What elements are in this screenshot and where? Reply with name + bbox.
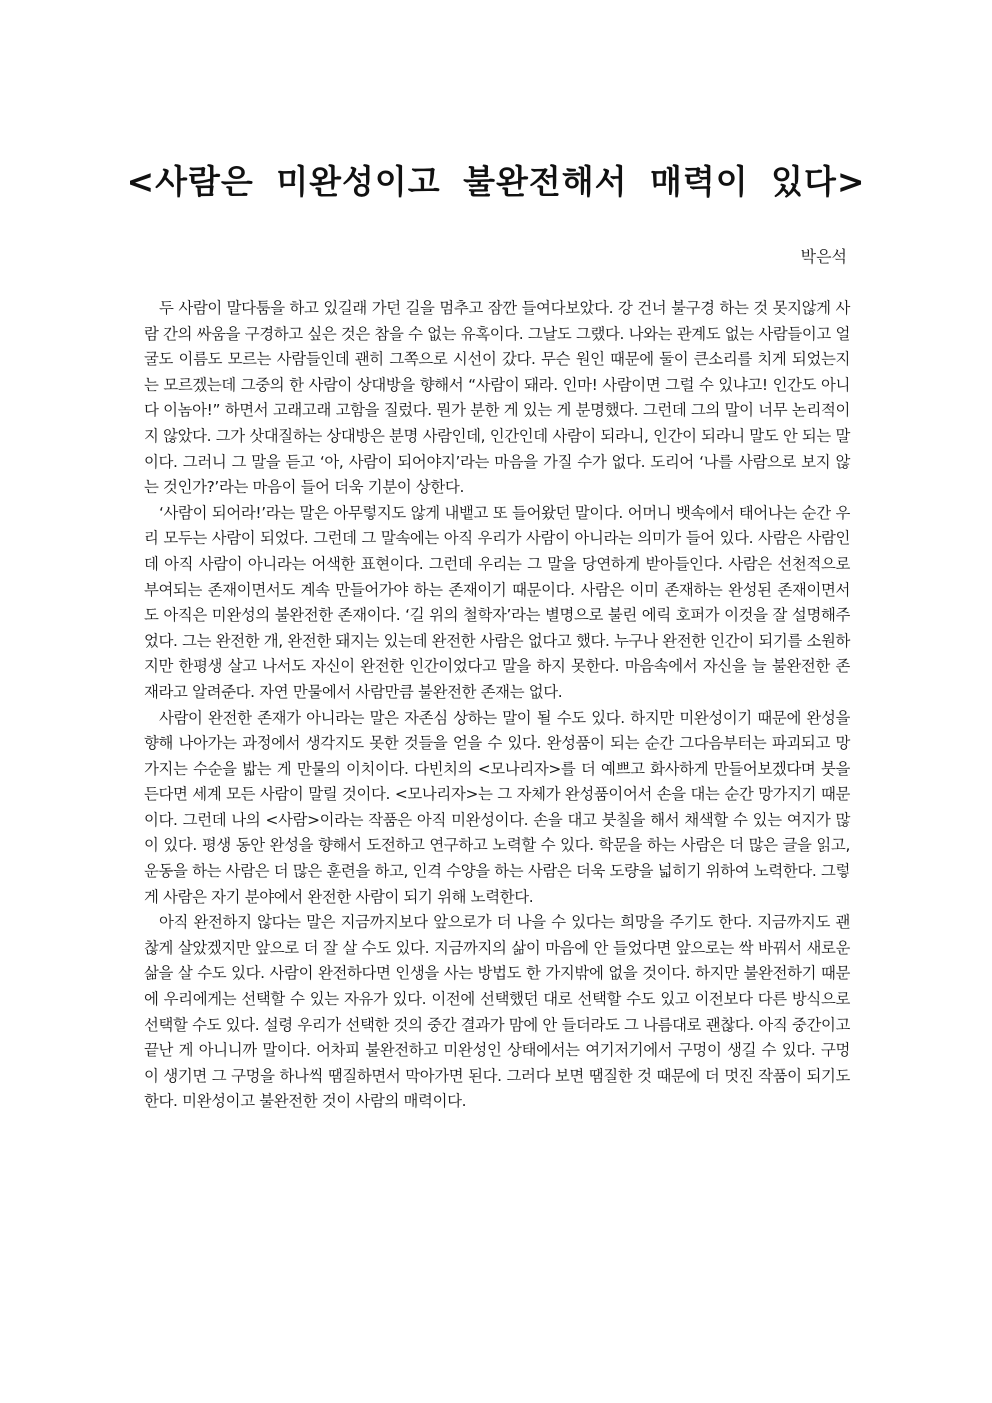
essay-body: [144, 296, 850, 1115]
page-title: <사람은 미완성이고 불완전해서 매력이 있다>: [126, 162, 866, 201]
author-name: 박은석: [800, 247, 847, 266]
paragraph: 두 사람이 말다툼을 하고 있길래 가던 길을 멈추고 잠깐 들여다보았다. 강 건너 불구경 하는 것 못지않게 사람 간의 싸움을 구경하고 싶은 것은 참을 수 없는 유혹이다. 그날도 그랬다. 나와는 관계도 없는 사람들이고 얼굴도 이름도 모르는 사람들인데 괜히 그쪽으로 시선이 갔다. 무슨 원인 때문에 둘이 큰소리를 치게 되었는지는 모르겠는데 그중의 한 사람이 상대방을 향해서 “사람이 돼라. 인마! 사람이면 그럴 수 있냐고! 인간도 아니다 이놈아!” 하면서 고래고래 고함을 질렀다. 뭔가 분한 게 있는 게 분명했다. 그런데 그의 말이 너무 논리적이지 않았다. 그가 삿대질하는 상대방은 분명 사람인데, 인간인데 사람이 되라니, 인간이 되라니 말도 안 되는 말이다. 그러니 그 말을 듣고 ‘아, 사람이 되어야지’라는 마음을 가질 수가 없다. 도리어 ‘나를 사람으로 보지 않는 것인가?’라는 마음이 들어 더욱 기분이 상한다.: [144, 299, 851, 497]
paragraph: 사람이 완전한 존재가 아니라는 말은 자존심 상하는 말이 될 수도 있다. 하지만 미완성이기 때문에 완성을 향해 나아가는 과정에서 생각지도 못한 것들을 얻을 수 있다. 완성품이 되는 순간 그다음부터는 파괴되고 망가지는 수순을 밟는 게 만물의 이치이다. 다빈치의 <모나리자>를 더 예쁘고 화사하게 만들어보겠다며 붓을 든다면 세계 모든 사람이 말릴 것이다. <모나리자>는 그 자체가 완성품이어서 손을 대는 순간 망가지기 때문이다. 그런데 나의 <사람>이라는 작품은 아직 미완성이다. 손을 대고 붓칠을 해서 채색할 수 있는 여지가 많이 있다. 평생 동안 완성을 향해서 도전하고 연구하고 노력할 수 있다. 학문을 하는 사람은 더 많은 글을 읽고, 운동을 하는 사람은 더 많은 훈련을 하고, 인격 수양을 하는 사람은 더욱 도량을 넓히기 위하여 노력한다. 그렇게 사람은 자기 분야에서 완전한 사람이 되기 위해 노력한다.: [144, 708, 851, 906]
paragraph: ‘사람이 되어라!’라는 말은 아무렇지도 않게 내뱉고 또 들어왔던 말이다. 어머니 뱃속에서 태어나는 순간 우리 모두는 사람이 되었다. 그런데 그 말속에는 아직 우리가 사람이 아니라는 의미가 들어 있다. 사람은 사람인데 아직 사람이 아니라는 어색한 표현이다. 그런데 우리는 그 말을 당연하게 받아들인다. 사람은 선천적으로 부여되는 존재이면서도 계속 만들어가야 하는 존재이기 때문이다. 사람은 이미 존재하는 완성된 존재이면서도 아직은 미완성의 불완전한 존재이다. ‘길 위의 철학자’라는 별명으로 불린 에릭 호퍼가 이것을 잘 설명해주었다. 그는 완전한 개, 완전한 돼지는 있는데 완전한 사람은 없다고 했다. 누구나 완전한 인간이 되기를 소원하지만 한평생 살고 나서도 자신이 완전한 인간이었다고 말을 하지 못한다. 마음속에서 자신을 늘 불완전한 존재라고 알려준다. 자연 만물에서 사람만큼 불완전한 존재는 없다.: [144, 503, 851, 701]
paragraph: 아직 완전하지 않다는 말은 지금까지보다 앞으로가 더 나을 수 있다는 희망을 주기도 한다. 지금까지도 괜찮게 살았겠지만 앞으로 더 잘 살 수도 있다. 지금까지의 삶이 마음에 안 들었다면 앞으로는 싹 바꿔서 새로운 삶을 살 수도 있다. 사람이 완전하다면 인생을 사는 방법도 한 가지밖에 없을 것이다. 하지만 불완전하기 때문에 우리에게는 선택할 수 있는 자유가 있다. 이전에 선택했던 대로 선택할 수도 있고 이전보다 다른 방식으로 선택할 수도 있다. 설령 우리가 선택한 것의 중간 결과가 맘에 안 들더라도 그 나름대로 괜찮다. 아직 중간이고 끝난 게 아니니까 말이다. 어차피 불완전하고 미완성인 상태에서는 여기저기에서 구멍이 생길 수 있다. 구멍이 생기면 그 구멍을 하나씩 땜질하면서 막아가면 된다. 그러다 보면 땜질한 것 때문에 더 멋진 작품이 되기도 한다. 미완성이고 불완전한 것이 사람의 매력이다.: [144, 913, 851, 1111]
